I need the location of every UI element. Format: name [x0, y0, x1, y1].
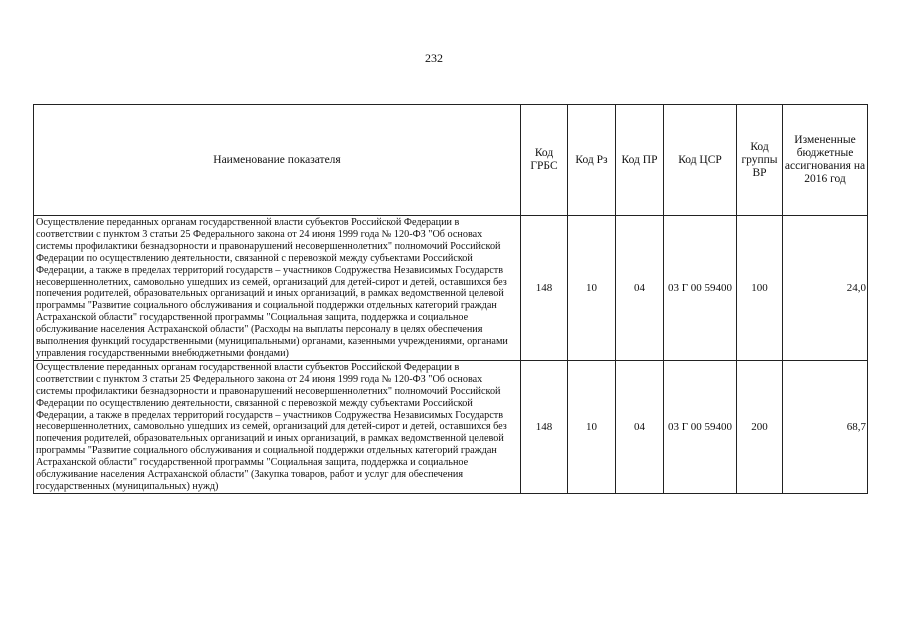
row-pr: 04: [616, 216, 664, 361]
header-amount: Измененные бюджетные ассигнования на 2016 год: [783, 105, 868, 216]
row-csr: 03 Г 00 59400: [664, 360, 737, 493]
row-pr: 04: [616, 360, 664, 493]
row-csr: 03 Г 00 59400: [664, 216, 737, 361]
header-rz: Код Рз: [568, 105, 616, 216]
header-pr: Код ПР: [616, 105, 664, 216]
row-amount: 68,7: [783, 360, 868, 493]
header-name: Наименование показателя: [34, 105, 521, 216]
row-vr: 100: [737, 216, 783, 361]
table-header-row: [34, 105, 868, 216]
row-vr: 200: [737, 360, 783, 493]
header-vr: Код группы ВР: [737, 105, 783, 216]
row-description: Осуществление переданных органам государственной власти субъектов Российской Федерации в соответствии с пунктом 3 статьи 25 Федерального закона от 24 июня 1999 года № 120-ФЗ "Об основах системы профилактики безнадзорности и правонарушений несовершеннолетних" полномочий Российской Федерации по осуществлению деятельности, связанной с перевозкой между субъектами Российской Федерации, а также в пределах территорий государств – участников Содружества Независимых Государств несовершеннолетних, самовольно ушедших из семей, организаций для детей-сирот и детей, оставшихся без попечения родителей, образовательных организаций и иных организаций, в рамках ведомственной целевой программы "Развитие социального обслуживания и социальной поддержки отдельных категорий граждан Астраханской области" государственной программы "Социальная защита, поддержка и социальное обслуживание населения Астраханской области" (Закупка товаров, работ и услуг для обеспечения государственных (муниципальных) нужд): [34, 360, 521, 493]
row-amount: 24,0: [783, 216, 868, 361]
row-rz: 10: [568, 360, 616, 493]
row-grbs: 148: [521, 216, 568, 361]
budget-table: [33, 104, 868, 494]
header-csr: Код ЦСР: [664, 105, 737, 216]
row-grbs: 148: [521, 360, 568, 493]
table-row: [34, 216, 868, 361]
table-row: [34, 360, 868, 493]
row-rz: 10: [568, 216, 616, 361]
row-description: Осуществление переданных органам государственной власти субъектов Российской Федерации в соответствии с пунктом 3 статьи 25 Федерального закона от 24 июня 1999 года № 120-ФЗ "Об основах системы профилактики безнадзорности и правонарушений несовершеннолетних" полномочий Российской Федерации по осуществлению деятельности, связанной с перевозкой между субъектами Российской Федерации, а также в пределах территорий государств – участников Содружества Независимых Государств несовершеннолетних, самовольно ушедших из семей, организаций для детей-сирот и детей, оставшихся без попечения родителей, образовательных организаций и иных организаций, в рамках ведомственной целевой программы "Развитие социального обслуживания и социальной поддержки отдельных категорий граждан Астраханской области" государственной программы "Социальная защита, поддержка и социальное обслуживание населения Астраханской области" (Расходы на выплаты персоналу в целях обеспечения выполнения функций государственными (муниципальными) органами, казенными учреждениями, органами управления государственными внебюджетными фондами): [34, 216, 521, 361]
header-grbs: Код ГРБС: [521, 105, 568, 216]
page-number: 232: [425, 51, 443, 65]
